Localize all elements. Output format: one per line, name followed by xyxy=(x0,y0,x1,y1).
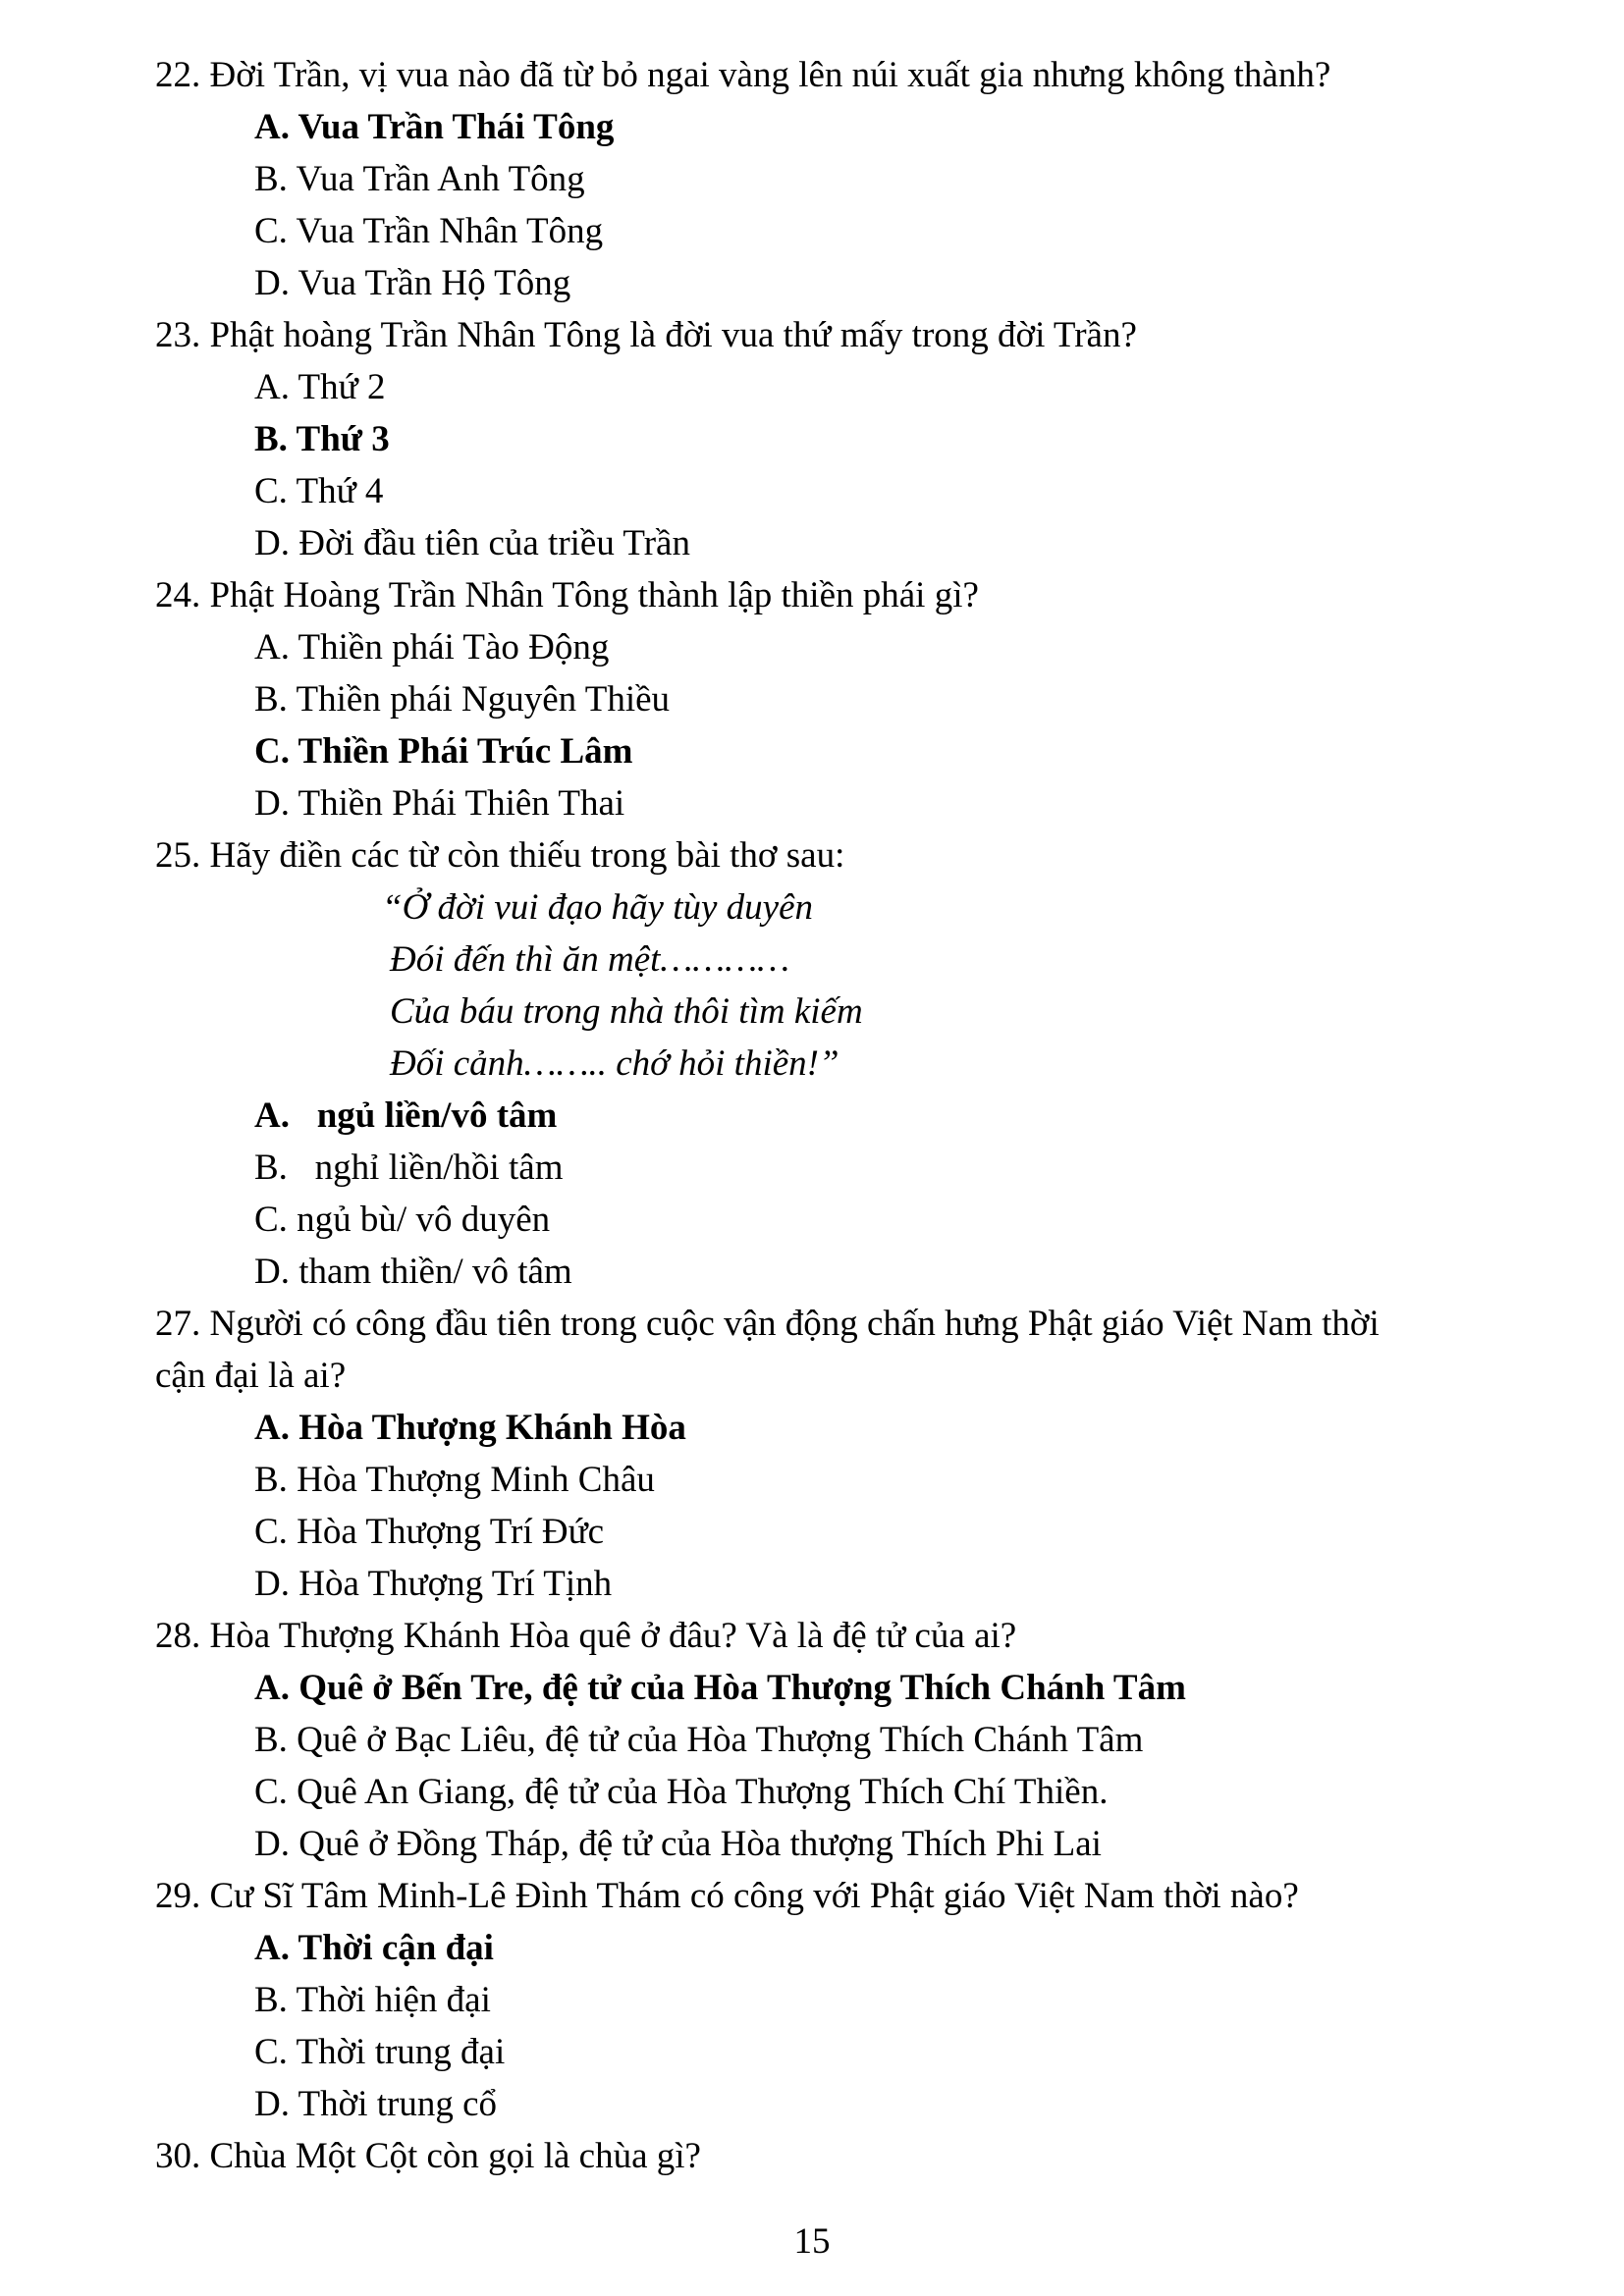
poem-line-1: “Ở đời vui đạo hãy tùy duyên xyxy=(382,887,813,928)
answer-29-c: C. Thời trung đại xyxy=(254,2032,506,2072)
answer-27-c: C. Hòa Thượng Trí Đức xyxy=(254,1512,605,1552)
answer-24-d: D. Thiền Phái Thiên Thai xyxy=(254,783,625,824)
poem-line-2: Đói đến thì ăn mệt………… xyxy=(390,939,789,980)
answer-29-d: D. Thời trung cổ xyxy=(254,2084,498,2124)
answer-22-b: B. Vua Trần Anh Tông xyxy=(254,159,585,199)
answer-23-b: B. Thứ 3 xyxy=(254,419,390,459)
answer-25-d: D. tham thiền/ vô tâm xyxy=(254,1252,572,1292)
answer-24-a: A. Thiền phái Tào Động xyxy=(254,627,610,667)
answer-28-b: B. Quê ở Bạc Liêu, đệ tử của Hòa Thượng Thích Chánh Tâm xyxy=(254,1720,1144,1760)
poem-line-4: Đối cảnh…….. chớ hỏi thiền!” xyxy=(390,1043,839,1084)
question-22: 22. Đời Trần, vị vua nào đã từ bỏ ngai vàng lên núi xuất gia nhưng không thành? xyxy=(155,55,1331,95)
answer-25-a: A. ngủ liền/vô tâm xyxy=(254,1095,558,1136)
question-27-line-1: 27. Người có công đầu tiên trong cuộc vận động chấn hưng Phật giáo Việt Nam thời xyxy=(155,1304,1380,1344)
answer-28-d: D. Quê ở Đồng Tháp, đệ tử của Hòa thượng Thích Phi Lai xyxy=(254,1824,1102,1864)
page-number: 15 xyxy=(793,2221,831,2262)
question-30: 30. Chùa Một Cột còn gọi là chùa gì? xyxy=(155,2136,701,2176)
answer-23-a: A. Thứ 2 xyxy=(254,367,386,407)
answer-25-c: C. ngủ bù/ vô duyên xyxy=(254,1200,551,1240)
answer-22-a: A. Vua Trần Thái Tông xyxy=(254,107,615,147)
answer-22-c: C. Vua Trần Nhân Tông xyxy=(254,211,604,251)
poem-line-3: Của báu trong nhà thôi tìm kiếm xyxy=(390,991,863,1032)
answer-24-b: B. Thiền phái Nguyên Thiều xyxy=(254,679,671,720)
answer-28-a: A. Quê ở Bến Tre, đệ tử của Hòa Thượng Thích Chánh Tâm xyxy=(254,1668,1186,1708)
answer-29-a: A. Thời cận đại xyxy=(254,1928,494,1968)
question-29: 29. Cư Sĩ Tâm Minh-Lê Đình Thám có công với Phật giáo Việt Nam thời nào? xyxy=(155,1876,1299,1916)
answer-23-d: D. Đời đầu tiên của triều Trần xyxy=(254,523,690,563)
answer-27-d: D. Hòa Thượng Trí Tịnh xyxy=(254,1564,613,1604)
question-28: 28. Hòa Thượng Khánh Hòa quê ở đâu? Và là đệ tử của ai? xyxy=(155,1616,1017,1656)
question-25: 25. Hãy điền các từ còn thiếu trong bài thơ sau: xyxy=(155,835,845,876)
question-24: 24. Phật Hoàng Trần Nhân Tông thành lập thiền phái gì? xyxy=(155,575,979,615)
answer-22-d: D. Vua Trần Hộ Tông xyxy=(254,263,571,303)
question-23: 23. Phật hoàng Trần Nhân Tông là đời vua thứ mấy trong đời Trần? xyxy=(155,315,1137,355)
answer-28-c: C. Quê An Giang, đệ tử của Hòa Thượng Thích Chí Thiền. xyxy=(254,1772,1109,1812)
answer-25-b: B. nghỉ liền/hồi tâm xyxy=(254,1148,564,1188)
answer-27-b: B. Hòa Thượng Minh Châu xyxy=(254,1460,655,1500)
answer-24-c: C. Thiền Phái Trúc Lâm xyxy=(254,731,633,772)
question-27-line-2: cận đại là ai? xyxy=(155,1356,347,1396)
answer-29-b: B. Thời hiện đại xyxy=(254,1980,491,2020)
answer-27-a: A. Hòa Thượng Khánh Hòa xyxy=(254,1408,686,1448)
answer-23-c: C. Thứ 4 xyxy=(254,471,384,511)
